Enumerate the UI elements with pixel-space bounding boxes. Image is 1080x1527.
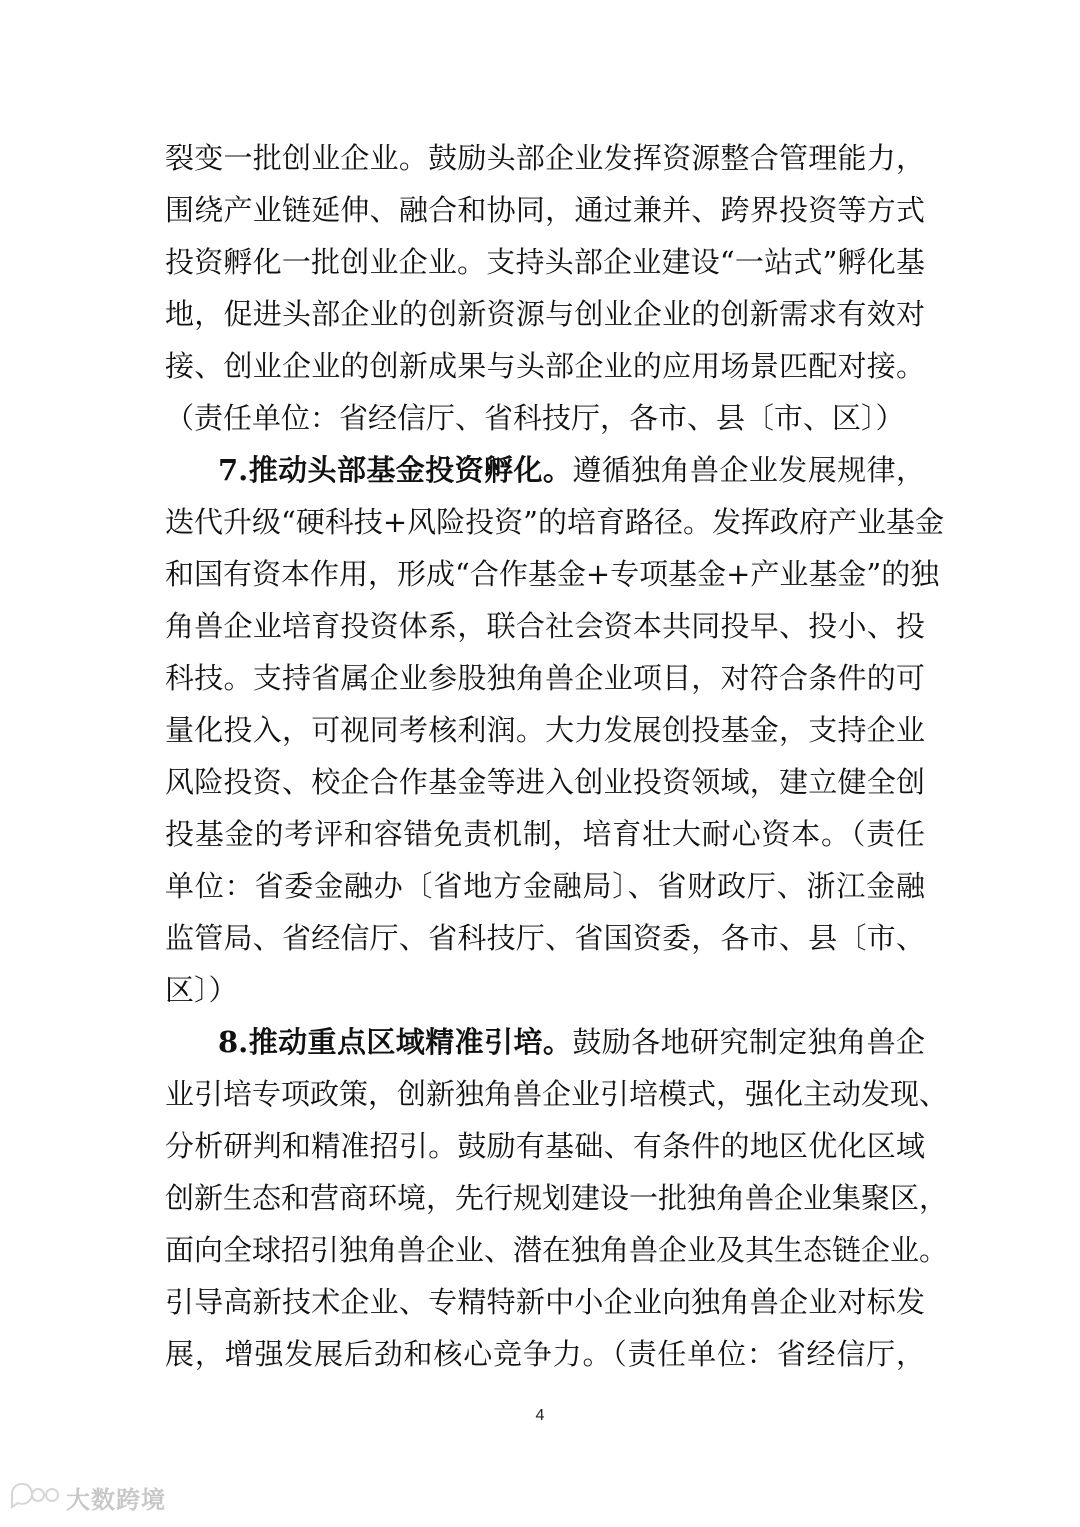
paragraph-line: 投基金的考评和容错免责机制，培育壮大耐心资本。（责任 [165, 817, 925, 851]
paragraph-line: 科技。支持省属企业参股独角兽企业项目，对符合条件的可 [165, 661, 925, 695]
paragraph-line: 单位：省委金融办〔省地方金融局〕、省财政厅、浙江金融 [165, 869, 925, 903]
page-number: 4 [535, 1407, 545, 1424]
paragraph-line: 展，增强发展后劲和核心竞争力。（责任单位：省经信厅， [165, 1337, 925, 1371]
paragraph-line: 接、创业企业的创新成果与头部企业的应用场景匹配对接。 [165, 349, 925, 383]
paragraph-line: 迭代升级“硬科技+风险投资”的培育路径。发挥政府产业基金 [165, 505, 944, 539]
paragraph-line: 角兽企业培育投资体系，联合社会资本共同投早、投小、投 [165, 609, 925, 643]
chat-bubble-icon [8, 1480, 60, 1514]
section-7-first-line-text: 遵循独角兽企业发展规律， [572, 453, 925, 487]
watermark-text: 大数跨境 [66, 1485, 166, 1514]
paragraph-line: 量化投入，可视同考核利润。大力发展创投基金，支持企业 [165, 713, 925, 747]
paragraph-line: 风险投资、校企合作基金等进入创业投资领域，建立健全创 [165, 765, 925, 799]
paragraph-line: 创新生态和营商环境，先行规划建设一批独角兽企业集聚区， [165, 1181, 949, 1215]
paragraph-line: 引导高新技术企业、专精特新中小企业向独角兽企业对标发 [165, 1285, 925, 1319]
section-7-heading: 7.推动头部基金投资孵化。 [218, 453, 573, 487]
paragraph-line: 面向全球招引独角兽企业、潜在独角兽企业及其生态链企业。 [165, 1233, 949, 1267]
paragraph-line: 投资孵化一批创业企业。支持头部企业建设“一站式”孵化基 [165, 245, 925, 279]
section-8-heading: 8.推动重点区域精准引培。 [218, 1025, 573, 1059]
paragraph-line: 地，促进头部企业的创新资源与创业企业的创新需求有效对 [165, 297, 925, 331]
paragraph-line: 分析研判和精准招引。鼓励有基础、有条件的地区优化区域 [165, 1129, 925, 1163]
paragraph-line: 和国有资本作用，形成“合作基金+专项基金+产业基金”的独 [165, 557, 940, 591]
section-8-first-line [218, 1016, 925, 1068]
paragraph-line: 裂变一批创业企业。鼓励头部企业发挥资源整合管理能力， [165, 141, 925, 175]
watermark [8, 1480, 166, 1514]
paragraph-line: （责任单位：省经信厅、省科技厅，各市、县〔市、区〕） [165, 401, 905, 435]
paragraph-line: 区〕） [165, 973, 238, 1007]
paragraph-line: 业引培专项政策，创新独角兽企业引培模式，强化主动发现、 [165, 1077, 949, 1111]
section-7-first-line [218, 444, 925, 496]
section-8-first-line-text: 鼓励各地研究制定独角兽企 [572, 1025, 925, 1059]
paragraph-line: 监管局、省经信厅、省科技厅、省国资委，各市、县〔市、 [165, 921, 925, 955]
paragraph-line: 围绕产业链延伸、融合和协同，通过兼并、跨界投资等方式 [165, 193, 925, 227]
